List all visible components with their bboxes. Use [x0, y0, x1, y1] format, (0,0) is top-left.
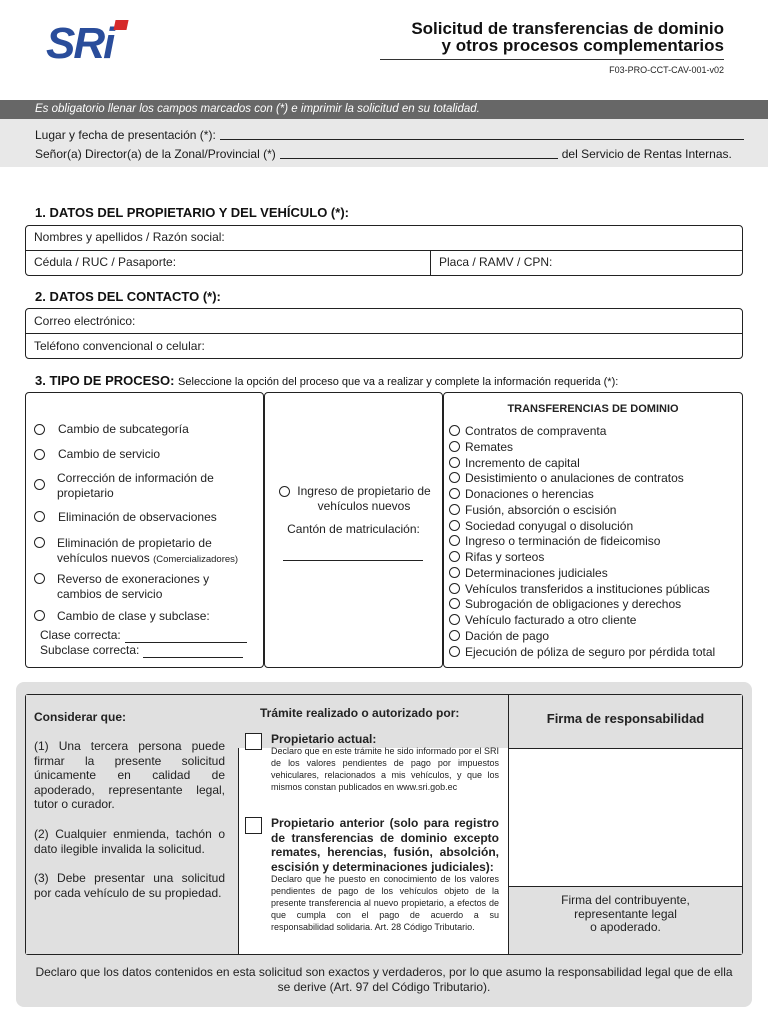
email-field[interactable]: Correo electrónico: [34, 314, 136, 328]
transfer-option-label: Desistimiento o anulaciones de contratos [465, 471, 684, 486]
title-divider [380, 59, 724, 60]
sri-logo [46, 18, 134, 64]
correct-subclass-label: Subclase correcta: [40, 643, 140, 657]
option-new-vehicle-owner: Ingreso de propietario de vehículos nuevos [297, 484, 431, 513]
radio-transfer-option[interactable] [449, 441, 460, 452]
commercial-note: (Comercializadores) [153, 553, 239, 565]
previous-owner-checkbox[interactable] [245, 817, 262, 834]
radio-transfer-option[interactable] [449, 520, 460, 531]
plate-field[interactable]: Placa / RAMV / CPN: [439, 255, 553, 269]
signature-caption-2: representante legal [574, 906, 677, 921]
radio-new-vehicle-owner[interactable] [279, 486, 290, 497]
signature-caption-1: Firma del contribuyente, [561, 893, 690, 907]
signature-area[interactable] [509, 749, 742, 885]
signature-caption [509, 894, 742, 935]
canton-label: Cantón de matriculación: [287, 522, 420, 536]
correct-class-input[interactable] [125, 632, 247, 643]
previous-owner-text: Declaro que he puesto en conocimiento de los valores pendientes de pago de los vehículos objeto de la presente transferencia al nuevo propietario, a efectos de que cumpla con el pago de acuerdo a su responsabilidad solidaria. Art. 28 Código Tributario. [271, 874, 499, 932]
option-remove-observations: Eliminación de observaciones [58, 510, 217, 524]
names-field[interactable]: Nombres y apellidos / Razón social: [34, 230, 225, 244]
divider [25, 250, 743, 251]
current-owner-checkbox[interactable] [245, 733, 262, 750]
option-remove-new-owner [57, 536, 257, 567]
radio-transfer-option[interactable] [449, 425, 460, 436]
radio-exoneration-reversal[interactable] [34, 573, 45, 584]
correct-subclass-row [40, 643, 260, 658]
transfer-option-label: Vehículo facturado a otro cliente [465, 613, 637, 627]
transfer-option-label: Ingreso o terminación de fideicomiso [465, 534, 661, 549]
divider [25, 333, 743, 334]
option-owner-correction: Corrección de información de propietario [57, 471, 214, 500]
director-label: Señor(a) Director(a) de la Zonal/Provincial (*) [35, 147, 276, 161]
signature-caption-3: o apoderado. [590, 920, 661, 934]
transfer-option-label: Incremento de capital [465, 455, 580, 470]
presentation-block [0, 119, 768, 167]
form-title: Solicitud de transferencias de dominio y otros procesos complementarios [411, 19, 724, 55]
correct-class-row [40, 628, 260, 643]
radio-transfer-option[interactable] [449, 646, 460, 657]
section2-title: 2. DATOS DEL CONTACTO (*): [35, 289, 221, 304]
option-subcategory: Cambio de subcategoría [58, 422, 189, 436]
form-code: F03-PRO-CCT-CAV-001-v02 [609, 65, 724, 75]
transfer-option-label: Ejecución de póliza de seguro por pérdida total [465, 644, 716, 659]
correct-subclass-input[interactable] [143, 647, 243, 658]
consider-item-2: (2) Cualquier enmienda, tachón o dato ilegible invalida la solicitud. [34, 827, 225, 856]
place-date-input-line[interactable] [220, 139, 744, 140]
option-exoneration-reversal: Reverso de exoneraciones y cambios de servicio [57, 572, 210, 601]
option-remove-new-owner-text: Eliminación de propietario de vehículos nuevos [57, 536, 212, 565]
mandatory-notice: Es obligatorio llenar los campos marcados con (*) e imprimir la solicitud en su totalidad. [0, 100, 768, 119]
director-input-line[interactable] [280, 158, 558, 159]
section3-subtitle: Seleccione la opción del proceso que va a realizar y complete la información requerida (*): [178, 376, 619, 388]
radio-subcategory[interactable] [34, 424, 45, 435]
current-owner-title: Propietario actual: [271, 732, 377, 746]
svg-text:SRi: SRi [46, 19, 114, 64]
place-date-label: Lugar y fecha de presentación (*): [35, 128, 216, 142]
transfer-option-label: Subrogación de obligaciones y derechos [465, 597, 682, 612]
tramite-title: Trámite realizado o autorizado por: [260, 706, 460, 720]
phone-field[interactable]: Teléfono convencional o celular: [34, 339, 205, 353]
section3-title [35, 373, 618, 388]
current-owner-text: Declaro que en este trámite he sido informado por el SRI de los valores pendientes de pago por impuestos vehiculares, relacionados a mis vehículos, y que los mismos constan publicados en www.sri.gob.ec [271, 746, 499, 792]
legal-declaration: Declaro que los datos contenidos en esta solicitud son exactos y verdaderos, por lo que asumo la responsabilidad legal que de ella se derive (Art. 97 del Código Tributario). [35, 965, 733, 994]
radio-transfer-option[interactable] [449, 551, 460, 562]
consider-item-1: (1) Una tercera persona puede firmar la presente solicitud únicamente en calidad de apoderado, representante legal, tutor o curador. [34, 739, 225, 811]
transfer-option-label: Fusión, absorción o escisión [465, 502, 617, 517]
consider-title: Considerar que: [34, 710, 127, 724]
radio-transfer-option[interactable] [449, 488, 460, 499]
option-class-change: Cambio de clase y subclase: [57, 609, 210, 623]
transfer-option-label: Vehículos transferidos a instituciones públicas [465, 581, 710, 596]
radio-transfer-option[interactable] [449, 457, 460, 468]
canton-input-line[interactable] [283, 560, 423, 561]
radio-transfer-option[interactable] [449, 583, 460, 594]
radio-transfer-option[interactable] [449, 567, 460, 578]
transfer-option-label: Donaciones o herencias [465, 487, 594, 501]
director-suffix: del Servicio de Rentas Internas. [561, 147, 732, 161]
correct-class-label: Clase correcta: [40, 628, 121, 642]
radio-remove-observations[interactable] [34, 511, 45, 522]
radio-class-change[interactable] [34, 610, 45, 621]
section3-title-text: 3. TIPO DE PROCESO: [35, 373, 175, 388]
consider-item-3: (3) Debe presentar una solicitud por cada vehículo de su propiedad. [34, 871, 225, 900]
previous-owner-title: Propietario anterior (solo para registro de transferencias de dominio excepto remates, herencias, fusión, absolción, escisión y determinaciones judiciales): [271, 816, 499, 874]
id-field[interactable]: Cédula / RUC / Pasaporte: [34, 255, 177, 269]
transfer-option-label: Rifas y sorteos [465, 550, 545, 564]
divider [430, 250, 431, 276]
radio-service[interactable] [34, 449, 45, 460]
signature-title: Firma de responsabilidad [546, 711, 705, 726]
transfer-option-label: Sociedad conyugal o disolución [465, 518, 634, 533]
section1-title: 1. DATOS DEL PROPIETARIO Y DEL VEHÍCULO (*): [35, 205, 349, 220]
transfers-title: TRANSFERENCIAS DE DOMINIO [507, 403, 679, 415]
radio-transfer-option[interactable] [449, 504, 460, 515]
transfer-option-label: Determinaciones judiciales [465, 565, 608, 580]
radio-owner-correction[interactable] [34, 479, 45, 490]
radio-transfer-option[interactable] [449, 630, 460, 641]
option-service: Cambio de servicio [58, 447, 161, 461]
radio-remove-new-owner[interactable] [34, 537, 45, 548]
consider-bg [26, 695, 238, 954]
transfer-option-label: Contratos de compraventa [465, 424, 607, 438]
radio-transfer-option[interactable] [449, 614, 460, 625]
transfer-option-label: Remates [465, 439, 514, 454]
transfer-option-label: Dación de pago [465, 628, 550, 643]
